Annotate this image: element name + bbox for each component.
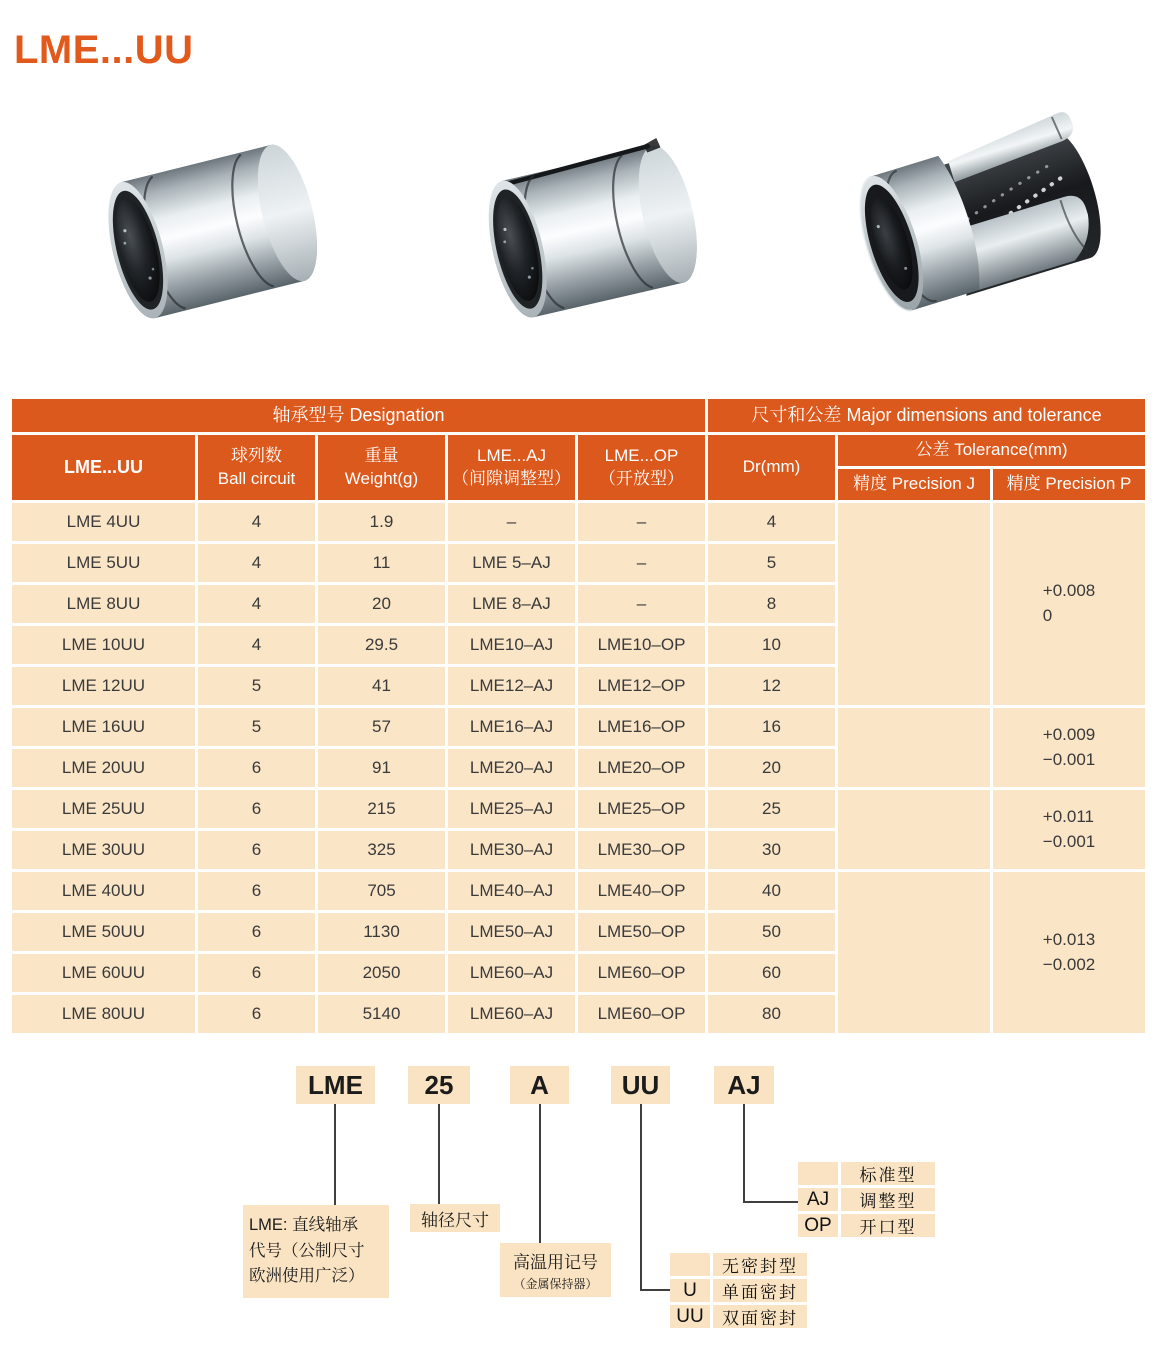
shaft-diameter-note: 轴径尺寸 <box>410 1204 500 1232</box>
header-op <box>578 435 705 500</box>
cell-weight: 41 <box>318 667 445 705</box>
cell-dr: 50 <box>708 913 835 951</box>
cell-precision-p: +0.009 −0.001 <box>993 708 1145 787</box>
cell-model: LME 5UU <box>12 544 195 582</box>
cell-aj: LME20–AJ <box>448 749 575 787</box>
cell-weight: 1.9 <box>318 503 445 541</box>
aj-legend-label: 开口型 <box>841 1214 935 1237</box>
cell-weight: 91 <box>318 749 445 787</box>
cell-op: LME20–OP <box>578 749 705 787</box>
header-weight-cn: 重量 <box>364 446 399 466</box>
cell-model: LME 12UU <box>12 667 195 705</box>
connector-lines <box>0 1050 1160 1346</box>
cell-ball-circuit: 4 <box>198 585 315 623</box>
cell-precision-p: +0.011 −0.001 <box>993 790 1145 869</box>
cell-aj: LME40–AJ <box>448 872 575 910</box>
cell-op: LME40–OP <box>578 872 705 910</box>
cell-dr: 5 <box>708 544 835 582</box>
high-temp-line1: 高温用记号 <box>513 1253 598 1272</box>
cell-dr: 30 <box>708 831 835 869</box>
table-row <box>12 872 1145 910</box>
cell-op: LME10–OP <box>578 626 705 664</box>
cell-op: LME30–OP <box>578 831 705 869</box>
cell-precision-p: +0.013 −0.002 <box>993 872 1145 1033</box>
cell-aj: LME60–AJ <box>448 954 575 992</box>
aj-legend-code <box>798 1162 838 1185</box>
aj-legend-code: AJ <box>798 1188 838 1211</box>
cell-weight: 215 <box>318 790 445 828</box>
cell-aj: – <box>448 503 575 541</box>
cell-ball-circuit: 6 <box>198 831 315 869</box>
cell-aj: LME60–AJ <box>448 995 575 1033</box>
cell-dr: 12 <box>708 667 835 705</box>
aj-legend-row <box>798 1214 935 1237</box>
cell-weight: 20 <box>318 585 445 623</box>
cell-precision-j <box>838 708 990 787</box>
cell-aj: LME12–AJ <box>448 667 575 705</box>
cell-dr: 60 <box>708 954 835 992</box>
header-aj-line2: （间隙调整型） <box>452 468 571 488</box>
cell-op: – <box>578 503 705 541</box>
aj-legend-row <box>798 1188 935 1211</box>
cell-ball-circuit: 6 <box>198 954 315 992</box>
cell-dr: 80 <box>708 995 835 1033</box>
cell-model: LME 16UU <box>12 708 195 746</box>
aj-legend-code: OP <box>798 1214 838 1237</box>
header-ball-circuit <box>198 435 315 500</box>
cell-model: LME 60UU <box>12 954 195 992</box>
header-ball-circuit-en: Ball circuit <box>217 468 296 488</box>
header-precision-j: 精度 Precision J <box>838 469 990 500</box>
cell-weight: 5140 <box>318 995 445 1033</box>
lme-note-line1: LME: 直线轴承 <box>249 1216 359 1234</box>
cell-model: LME 25UU <box>12 790 195 828</box>
aj-legend-row <box>798 1162 935 1185</box>
aj-legend-label: 标准型 <box>841 1162 935 1185</box>
seal-type-legend <box>670 1253 807 1331</box>
header-ball-circuit-cn: 球列数 <box>231 446 282 466</box>
cell-weight: 705 <box>318 872 445 910</box>
cell-model: LME 8UU <box>12 585 195 623</box>
cell-op: LME12–OP <box>578 667 705 705</box>
cell-op: LME50–OP <box>578 913 705 951</box>
aj-legend-label: 调整型 <box>841 1188 935 1211</box>
header-weight <box>318 435 445 500</box>
cell-ball-circuit: 6 <box>198 995 315 1033</box>
cell-weight: 2050 <box>318 954 445 992</box>
cell-model: LME 4UU <box>12 503 195 541</box>
page-title: LME...UU <box>14 28 194 72</box>
header-aj-line1: LME...AJ <box>477 446 546 466</box>
code-box-a: A <box>510 1066 569 1104</box>
seal-legend-label: 单面密封 <box>713 1279 807 1302</box>
table-row <box>12 708 1145 746</box>
cell-ball-circuit: 6 <box>198 913 315 951</box>
cell-dr: 40 <box>708 872 835 910</box>
cell-dr: 8 <box>708 585 835 623</box>
cell-aj: LME50–AJ <box>448 913 575 951</box>
cell-precision-p: +0.008 0 <box>993 503 1145 705</box>
open-bearing-image <box>830 95 1130 367</box>
seal-legend-code <box>670 1253 710 1276</box>
header-designation-group: 轴承型号 Designation <box>12 399 705 432</box>
cell-precision-j <box>838 790 990 869</box>
seal-legend-label: 双面密封 <box>713 1305 807 1328</box>
cell-ball-circuit: 4 <box>198 503 315 541</box>
seal-legend-row <box>670 1279 807 1302</box>
cell-dr: 16 <box>708 708 835 746</box>
cell-model: LME 10UU <box>12 626 195 664</box>
standard-bearing-image <box>68 112 338 357</box>
cell-model: LME 50UU <box>12 913 195 951</box>
header-tolerance-group: 公差 Tolerance(mm) <box>838 435 1145 466</box>
cell-weight: 57 <box>318 708 445 746</box>
spec-table-body <box>12 503 1145 1033</box>
cell-aj: LME30–AJ <box>448 831 575 869</box>
seal-legend-row <box>670 1253 807 1276</box>
cell-op: LME16–OP <box>578 708 705 746</box>
code-box-uu: UU <box>611 1066 670 1104</box>
seal-legend-label: 无密封型 <box>713 1253 807 1276</box>
header-op-line1: LME...OP <box>604 446 679 466</box>
header-dr: Dr(mm) <box>708 435 835 500</box>
header-aj <box>448 435 575 500</box>
cell-precision-j <box>838 872 990 1033</box>
designation-diagram <box>0 1050 1160 1346</box>
cell-ball-circuit: 5 <box>198 667 315 705</box>
aj-type-legend <box>798 1162 935 1240</box>
header-precision-p: 精度 Precision P <box>993 469 1145 500</box>
cell-ball-circuit: 6 <box>198 790 315 828</box>
cell-model: LME 20UU <box>12 749 195 787</box>
cell-ball-circuit: 6 <box>198 872 315 910</box>
cell-op: LME60–OP <box>578 995 705 1033</box>
cell-ball-circuit: 4 <box>198 626 315 664</box>
cell-weight: 1130 <box>318 913 445 951</box>
cell-aj: LME25–AJ <box>448 790 575 828</box>
code-box-aj: AJ <box>714 1066 774 1104</box>
cell-ball-circuit: 4 <box>198 544 315 582</box>
cell-dr: 20 <box>708 749 835 787</box>
cell-aj: LME16–AJ <box>448 708 575 746</box>
spec-table <box>9 396 1148 1036</box>
seal-legend-row <box>670 1305 807 1328</box>
cell-precision-j <box>838 503 990 705</box>
seal-legend-code: UU <box>670 1305 710 1328</box>
cell-op: – <box>578 585 705 623</box>
header-weight-en: Weight(g) <box>344 468 419 488</box>
cell-model: LME 80UU <box>12 995 195 1033</box>
cell-aj: LME10–AJ <box>448 626 575 664</box>
cell-aj: LME 8–AJ <box>448 585 575 623</box>
cell-model: LME 30UU <box>12 831 195 869</box>
high-temp-line2: （金属保持器） <box>513 1277 598 1291</box>
cell-op: LME60–OP <box>578 954 705 992</box>
cell-op: – <box>578 544 705 582</box>
cell-ball-circuit: 5 <box>198 708 315 746</box>
header-dimensions-group: 尺寸和公差 Major dimensions and tolerance <box>708 399 1145 432</box>
table-row <box>12 503 1145 541</box>
lme-series-note <box>243 1205 389 1298</box>
header-model: LME...UU <box>12 435 195 500</box>
code-box-lme: LME <box>296 1066 375 1104</box>
adjustable-bearing-image <box>448 112 718 357</box>
header-op-line2: （开放型） <box>599 468 684 488</box>
cell-op: LME25–OP <box>578 790 705 828</box>
cell-weight: 29.5 <box>318 626 445 664</box>
cell-dr: 10 <box>708 626 835 664</box>
cell-weight: 325 <box>318 831 445 869</box>
lme-note-line3: 欧洲使用广泛） <box>249 1267 365 1286</box>
code-box-size: 25 <box>408 1066 470 1104</box>
seal-legend-code: U <box>670 1279 710 1302</box>
high-temp-note <box>500 1243 611 1297</box>
cell-model: LME 40UU <box>12 872 195 910</box>
table-row <box>12 790 1145 828</box>
cell-dr: 4 <box>708 503 835 541</box>
cell-ball-circuit: 6 <box>198 749 315 787</box>
cell-aj: LME 5–AJ <box>448 544 575 582</box>
lme-note-line2: 代号（公制尺寸 <box>249 1241 365 1260</box>
cell-dr: 25 <box>708 790 835 828</box>
cell-weight: 11 <box>318 544 445 582</box>
